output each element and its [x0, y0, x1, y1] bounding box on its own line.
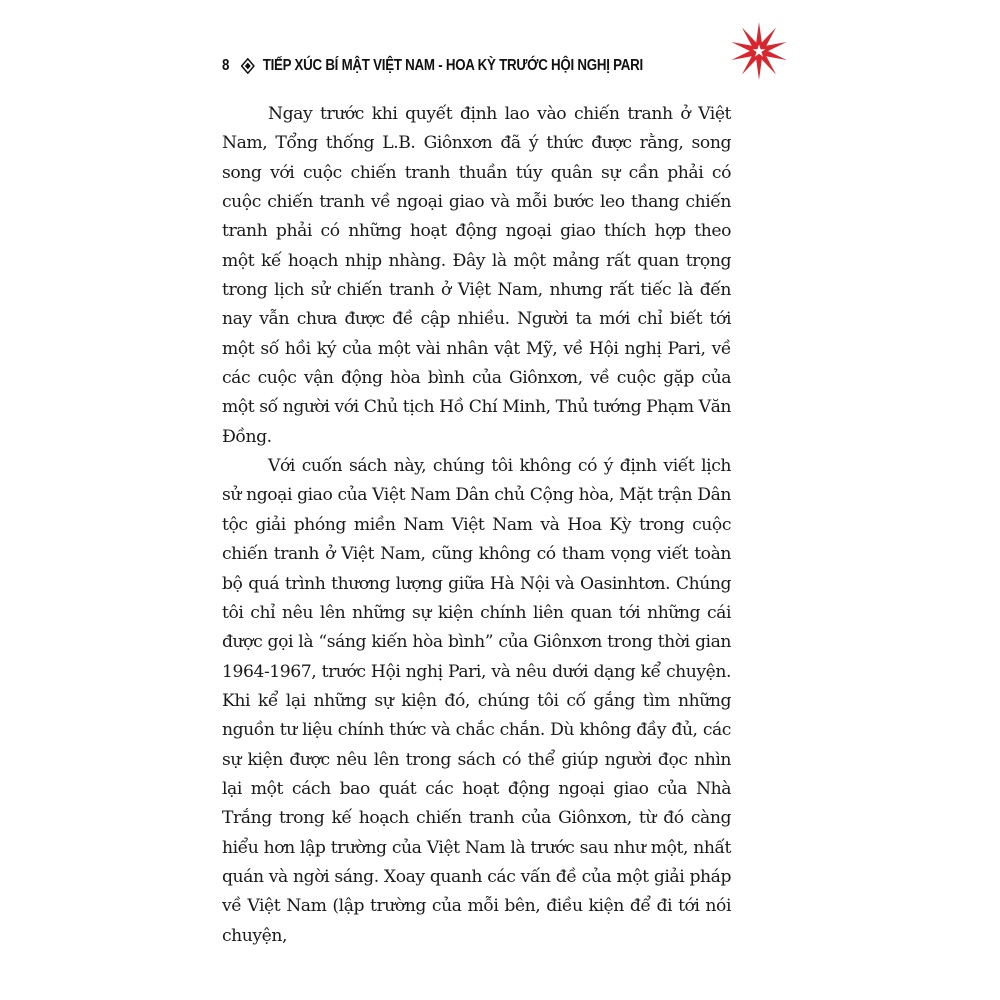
paragraph-1: Ngay trước khi quyết định lao vào chiến tranh ở Việt Nam, Tổng thống L.B. Giônxơn đã ý thức được rằng, song song với cuộc chiến tranh thuần túy quân sự cần phải có cuộc chiến tranh về ngoại giao và mỗi bước leo thang chiến tranh phải có những hoạt động ngoại giao thích hợp theo một kế hoạch nhịp nhàng. Đây là một mảng rất quan trọng trong lịch sử chiến tranh ở Việt Nam, nhưng rất tiếc là đến nay vẫn chưa được đề cập nhiều. Người ta mới chỉ biết tới một số hồi ký của một vài nhân vật Mỹ, về Hội nghị Pari, về các cuộc vận động hòa bình của Giônxơn, về cuộc gặp của một số người với Chủ tịch Hồ Chí Minh, Thủ tướng Phạm Văn Đồng.	[222, 104, 731, 447]
running-title: TIẾP XÚC BÍ MẬT VIỆT NAM - HOA KỲ TRƯỚC HỘI NGHỊ PARI	[262, 57, 643, 74]
red-star-burst-logo	[728, 20, 790, 82]
running-head	[222, 52, 643, 80]
page-number: 8	[222, 57, 230, 74]
paragraph-2: Với cuốn sách này, chúng tôi không có ý định viết lịch sử ngoại giao của Việt Nam Dân chủ Cộng hòa, Mặt trận Dân tộc giải phóng miền Nam Việt Nam và Hoa Kỳ trong cuộc chiến tranh ở Việt Nam, cũng không có tham vọng viết toàn bộ quá trình thương lượng giữa Hà Nội và Oasinhtơn. Chúng tôi chỉ nêu lên những sự kiện chính liên quan tới những cái được gọi là “sáng kiến hòa bình” của Giônxơn trong thời gian 1964-1967, trước Hội nghị Pari, và nêu dưới dạng kể chuyện. Khi kể lại những sự kiện đó, chúng tôi cố gắng tìm những nguồn tư liệu chính thức và chắc chắn. Dù không đầy đủ, các sự kiện được nêu lên trong sách có thể giúp người đọc nhìn lại một cách bao quát các hoạt động ngoại giao của Nhà Trắng trong kế hoạch chiến tranh của Giônxơn, từ đó càng hiểu hơn lập trường của Việt Nam là trước sau như một, nhất quán và ngời sáng. Xoay quanh các vấn đề của một giải pháp về Việt Nam (lập trường của mỗi bên, điều kiện để đi tới nói chuyện,	[222, 456, 731, 946]
diamond-icon	[241, 58, 255, 74]
body-text	[222, 100, 731, 951]
